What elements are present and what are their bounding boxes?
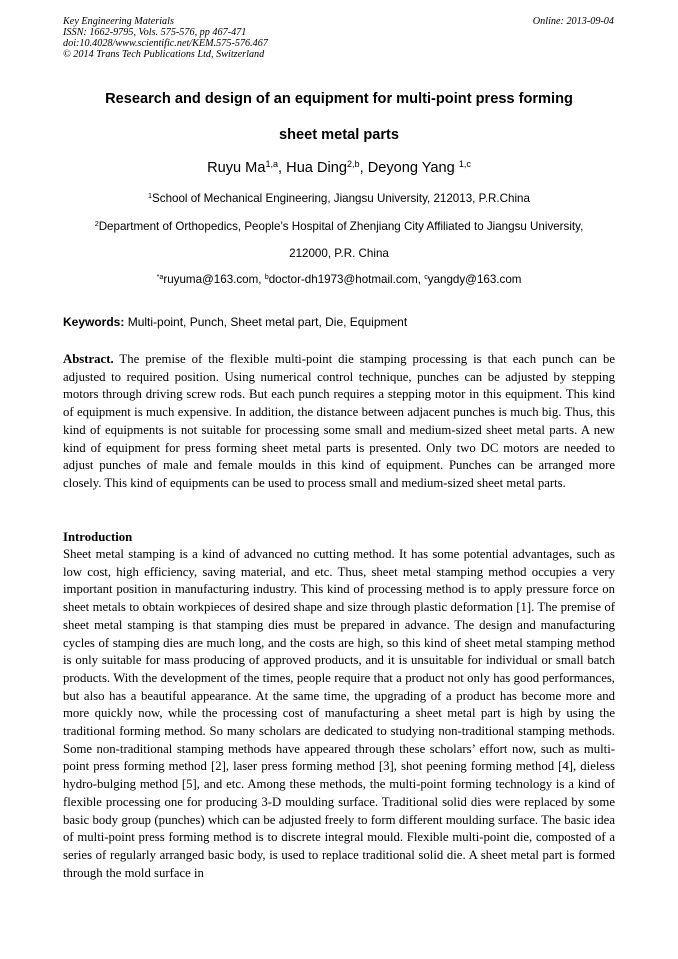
email-mark: c (424, 272, 428, 282)
introduction-paragraph: Sheet metal stamping is a kind of advanced no cutting method. It has some potential advantages, such as low cost, high efficiency, saving material, and etc. Thus, sheet metal stamping method occupies a very important position in manufacturing industry. This kind of processing method is to apply pressure force on sheet metals to obtain workpieces of desired shape and size through plastic deformation [1]. The premise of sheet metal stamping is that stamping dies must be prepared in advance. The design and manufacturing cycles of stamping dies are much long, and the costs are high, so this kind of sheet metal stamping method is only suitable for mass producing of approved products, and it is unsuitable for individual or small batch products. With the development of the times, people require that a product not only has good performances, but also has a beautiful appearance. At the same time, the upgrading of a product has become more and more quickly now, while the processing cost of manufacturing a sheet metal part is high by using the traditional forming method. So many scholars are dedicated to studying non-traditional stamping methods. Some non-traditional stamping methods have appeared through these scholars’ effort now, such as multi-point press forming method [2], laser press forming method [3], shot peening forming method [4], dieless hydro-bulging method [5], and etc. Among these methods, the multi-point forming technology is a kind of flexible processing one for producing 3-D moulding surface. Traditional solid dies were replaced by some basic body group (punches) which can be adjusted freely to form different moulding surface. The basic idea of multi-point press forming method is to discrete integral mould. Flexible multi-point die, composted of a series of regularly arranged basic body, is used to replace traditional solid die. A sheet metal part is formed through the mold surface in (63, 547, 615, 880)
paper-title-line-2: sheet metal parts (278, 127, 400, 143)
keywords-text: Multi-point, Punch, Sheet metal part, Die, Equipment (124, 315, 408, 329)
author-separator: , (278, 160, 287, 176)
abstract-paragraph (63, 351, 615, 493)
affiliation-mark: 2 (94, 219, 99, 229)
journal-header (63, 16, 483, 60)
author-affiliation-mark: 1,c (458, 159, 471, 170)
affiliation-2 (30, 220, 648, 233)
doi-line: doi:10.4028/www.scientific.net/KEM.575-576.467 (63, 38, 268, 49)
author-name: Hua Ding (286, 160, 347, 176)
author-affiliation-mark: 1,a (265, 159, 279, 170)
affiliation-text: Department of Orthopedics, People’s Hospital of Zhenjiang City Affiliated to Jiangsu University, (98, 220, 584, 233)
author-emails (30, 273, 648, 286)
section-heading: Introduction (63, 530, 133, 544)
affiliation-mark: 1 (148, 191, 153, 201)
author-affiliation-mark: 2,b (347, 159, 360, 170)
keywords (63, 315, 407, 329)
issn-line: ISSN: 1662-9795, Vols. 575-576, pp 467-471 (63, 27, 247, 38)
abstract-text: The premise of the flexible multi-point die stamping processing is that each punch can be adjusted to required position. Using numerical control technique, punches can be adjusted by stepping motors through driving screw rods. But each punch requires a stepping motor in this equipment. This kind of equipment is much expensive. In addition, the distance between adjacent punches is much big. Thus, this kind of equipments is not suitable for processing some small and medium-sized sheet metal parts. A new kind of equipment for press forming sheet metal parts is presented. Only two DC motors are needed to adjust punches of male and female moulds in this kind of equipment. Punches can be arranged more closely. This kind of equipments can be used to process small and medium-sized sheet metal parts. (63, 352, 615, 490)
journal-name: Key Engineering Materials (63, 16, 174, 27)
online-date: Online: 2013-09-04 (532, 16, 614, 27)
email-mark: b (264, 272, 269, 282)
email-address: ruyuma@163.com, (163, 273, 265, 286)
affiliation-2-continued: 212000, P.R. China (289, 247, 389, 260)
keywords-label: Keywords: (63, 315, 125, 329)
affiliation-1 (30, 192, 648, 205)
author-name: Deyong Yang (367, 160, 459, 176)
author-separator: , (359, 160, 368, 176)
copyright-line: © 2014 Trans Tech Publications Ltd, Switzerland (63, 49, 265, 60)
paper-title-line-1: Research and design of an equipment for multi-point press forming (105, 91, 573, 107)
abstract-label: Abstract. (63, 352, 114, 366)
email-address: yangdy@163.com (427, 273, 522, 286)
affiliation-text: School of Mechanical Engineering, Jiangsu University, 212013, P.R.China (152, 192, 530, 205)
author-list (40, 160, 638, 176)
email-address: doctor-dh1973@hotmail.com, (268, 273, 425, 286)
email-mark: *a (156, 272, 164, 282)
author-name: Ruyu Ma (207, 160, 266, 176)
